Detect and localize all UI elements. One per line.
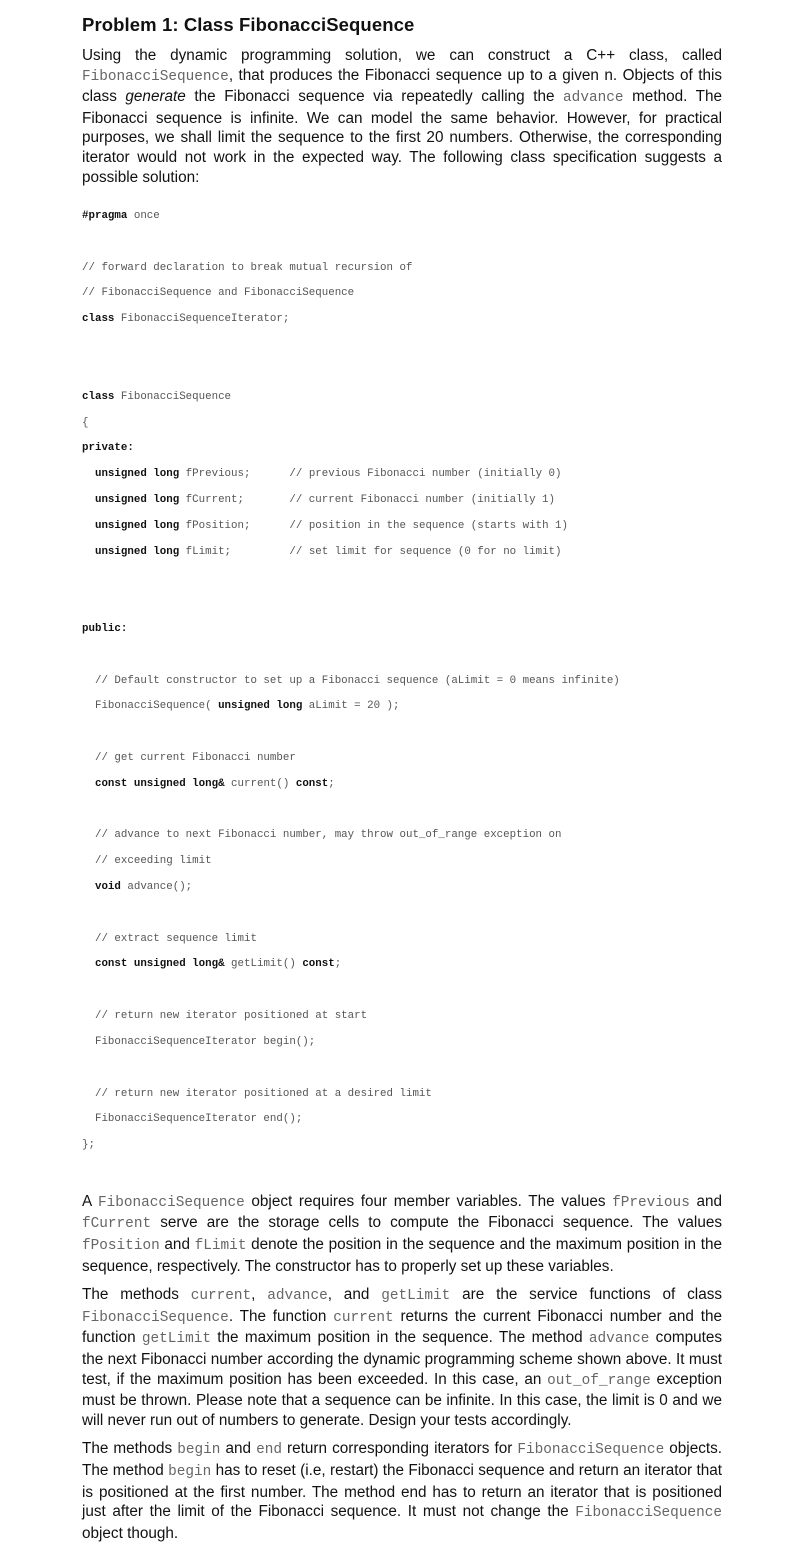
emphasis: generate: [125, 88, 186, 106]
code-line: class FibonacciSequenceIterator;: [82, 313, 290, 326]
intro-paragraph: Using the dynamic programming solution, we can construct a C++ class, called FibonacciSequence, that produces the Fibonacci sequence up to a given n. Objects of this class generate the Fibonacci sequence via repeatedly calling the advance method. The Fibonacci sequence is infinite. We can model the same behavior. However, for practical purposes, we shall limit the sequence to the first 20 numbers. Otherwise, the corresponding iterator would not work in the expected way. The following class specification suggests a possible solution:: [82, 47, 722, 186]
inline-code: advance: [588, 1331, 650, 1348]
inline-code: FibonacciSequence: [517, 1442, 665, 1459]
code-line: // FibonacciSequence and FibonacciSequence: [82, 287, 355, 300]
code-line: unsigned long fPrevious; // previous Fibonacci number (initially 0): [94, 468, 562, 481]
code-line: // forward declaration to break mutual recursion of: [82, 261, 413, 274]
code-line: // Default constructor to set up a Fibonacci sequence (aLimit = 0 means infinite): [94, 674, 620, 687]
inline-code: FibonacciSequence: [82, 68, 229, 85]
document-page: [82, 14, 722, 1543]
code-line: // exceeding limit: [94, 855, 212, 868]
inline-code: FibonacciSequence: [97, 1194, 245, 1211]
code-line: private:: [82, 442, 134, 455]
code-line: const unsigned long& current() const;: [94, 777, 335, 790]
inline-code: fPrevious: [612, 1194, 690, 1211]
methods-paragraph: The methods current, advance, and getLimit are the service functions of class FibonacciSequence. The function current returns the current Fibonacci number and the function getLimit the maximum position in the sequence. The method advance computes the next Fibonacci number according the dynamic programming scheme shown above. It must test, if the maximum position has been exceeded. In this case, an out_of_range exception must be thrown. Please note that a sequence can be infinite. In this case, the limit is 0 and we will never run out of numbers to generate. Design your tests accordingly.: [82, 1286, 722, 1429]
code-line: const unsigned long& getLimit() const;: [94, 958, 342, 971]
code-line: unsigned long fCurrent; // current Fibonacci number (initially 1): [94, 493, 556, 506]
code-line: // advance to next Fibonacci number, may throw out_of_range exception on: [94, 829, 562, 842]
code-line: FibonacciSequence( unsigned long aLimit = 20 );: [94, 700, 400, 713]
code-listing: [82, 197, 722, 1178]
code-line: FibonacciSequenceIterator begin();: [94, 1035, 316, 1048]
inline-code: FibonacciSequence: [575, 1505, 722, 1522]
code-line: };: [82, 1139, 95, 1152]
inline-code: current: [190, 1288, 252, 1305]
code-line: public:: [82, 622, 128, 635]
inline-code: end: [256, 1442, 282, 1459]
iterators-paragraph: The methods begin and end return corresponding iterators for FibonacciSequence objects. The method begin has to reset (i.e, restart) the Fibonacci sequence and return an iterator that is positioned at the first number. The method end has to return an iterator that is positioned just after the limit of the Fibonacci sequence. It must not change the FibonacciSequence object though.: [82, 1440, 722, 1542]
code-line: class FibonacciSequence: [82, 390, 232, 403]
inline-code: current: [333, 1309, 394, 1326]
code-line: FibonacciSequenceIterator end();: [94, 1113, 303, 1126]
inline-code: getLimit: [381, 1288, 451, 1305]
code-line: // return new iterator positioned at a desired limit: [94, 1087, 432, 1100]
code-line: #pragma once: [82, 210, 160, 223]
inline-code: fCurrent: [82, 1216, 152, 1233]
inline-code: out_of_range: [547, 1372, 651, 1389]
inline-code: fLimit: [194, 1238, 247, 1255]
inline-code: advance: [563, 90, 624, 107]
inline-code: begin: [168, 1463, 212, 1480]
inline-code: begin: [177, 1442, 221, 1459]
code-line: void advance();: [94, 881, 193, 894]
inline-code: fPosition: [82, 1238, 160, 1255]
code-line: unsigned long fPosition; // position in the sequence (starts with 1): [94, 519, 568, 532]
inline-code: getLimit: [141, 1331, 211, 1348]
code-line: // return new iterator positioned at start: [94, 1010, 368, 1023]
code-line: unsigned long fLimit; // set limit for sequence (0 for no limit): [94, 545, 562, 558]
code-line: // extract sequence limit: [94, 932, 257, 945]
code-line: // get current Fibonacci number: [94, 752, 296, 765]
inline-code: FibonacciSequence: [82, 1309, 229, 1326]
code-line: {: [82, 416, 89, 429]
problem-title: Problem 1: Class FibonacciSequence: [82, 14, 415, 35]
members-paragraph: A FibonacciSequence object requires four member variables. The values fPrevious and fCurrent serve are the storage cells to compute the Fibonacci sequence. The values fPosition and fLimit denote the position in the sequence and the maximum position in the sequence, respectively. The constructor has to properly set up these variables.: [82, 1192, 722, 1275]
inline-code: advance: [267, 1288, 328, 1305]
